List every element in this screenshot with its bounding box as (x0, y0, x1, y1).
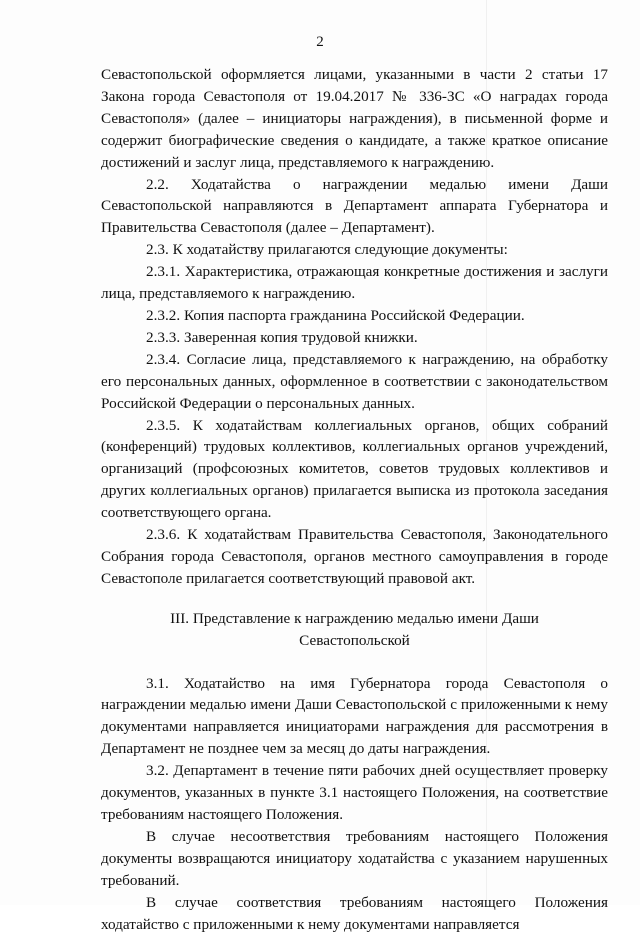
paragraph-2-3-1: 2.3.1. Характеристика, отражающая конкретные достижения и заслуги лица, представляемого к награждению. (101, 263, 608, 303)
paragraph-2-3-3: 2.3.3. Заверенная копия трудовой книжки. (146, 328, 418, 346)
section-heading-iii: III. Представление к награждению медалью имени Даши Севастопольской (170, 609, 539, 649)
page-number: 2 (316, 34, 324, 50)
paragraph-3-1: 3.1. Ходатайство на имя Губернатора города Севастополя о награждении медалью имени Даши Севастопольской с приложенными к нему документами направляется инициаторами награждения для рассмотрения в Департамент не позднее чем за месяц до даты награждения. (101, 674, 608, 758)
paragraph-2-3-4: 2.3.4. Согласие лица, представляемого к награждению, на обработку его персональных данных, оформленное в соответствии с законодательством Российской Федерации о персональных данных. (101, 350, 608, 412)
paragraph-continuation: Севастопольской оформляется лицами, указанными в части 2 статьи 17 Закона города Севастополя от 19.04.2017 № 336-ЗС «О наградах города Севастополя» (далее – инициаторы награждения), в письменной форме и содержит биографические сведения о кандидате, а также краткое описание достижений и заслуг лица, представляемого к награждению. (101, 66, 608, 171)
paragraph-2-3-2: 2.3.2. Копия паспорта гражданина Российской Федерации. (146, 306, 525, 324)
document-body (101, 64, 608, 935)
paragraph-2-3: 2.3. К ходатайству прилагаются следующие документы: (146, 241, 508, 259)
paragraph-2-3-5: 2.3.5. К ходатайствам коллегиальных органов, общих собраний (конференций) трудовых коллективов, коллегиальных органов учреждений, организаций (профсоюзных комитетов, советов трудовых коллективов и других коллегиальных органов) прилагается выписка из протокола заседания соответствующего органа. (101, 416, 608, 522)
paragraph-2-2: 2.2. Ходатайства о награждении медалью имени Даши Севастопольской направляются в Департамент аппарата Губернатора и Правительства Севастополя (далее – Департамент). (101, 175, 608, 237)
paragraph-nonconformity: В случае несоответствия требованиям настоящего Положения документы возвращаются инициатору ходатайства с указанием нарушенных требований. (101, 827, 608, 889)
paragraph-3-2: 3.2. Департамент в течение пяти рабочих дней осуществляет проверку документов, указанных в пункте 3.1 настоящего Положения, на соответствие требованиям настоящего Положения. (101, 762, 608, 823)
paragraph-2-3-6: 2.3.6. К ходатайствам Правительства Севастополя, Законодательного Собрания города Севастополя, органов местного самоуправления в городе Севастополе прилагается соответствующий правовой акт. (101, 526, 608, 587)
paragraph-conformity: В случае соответствия требованиям настоящего Положения ходатайство с приложенными к нему документами направляется (101, 893, 608, 933)
